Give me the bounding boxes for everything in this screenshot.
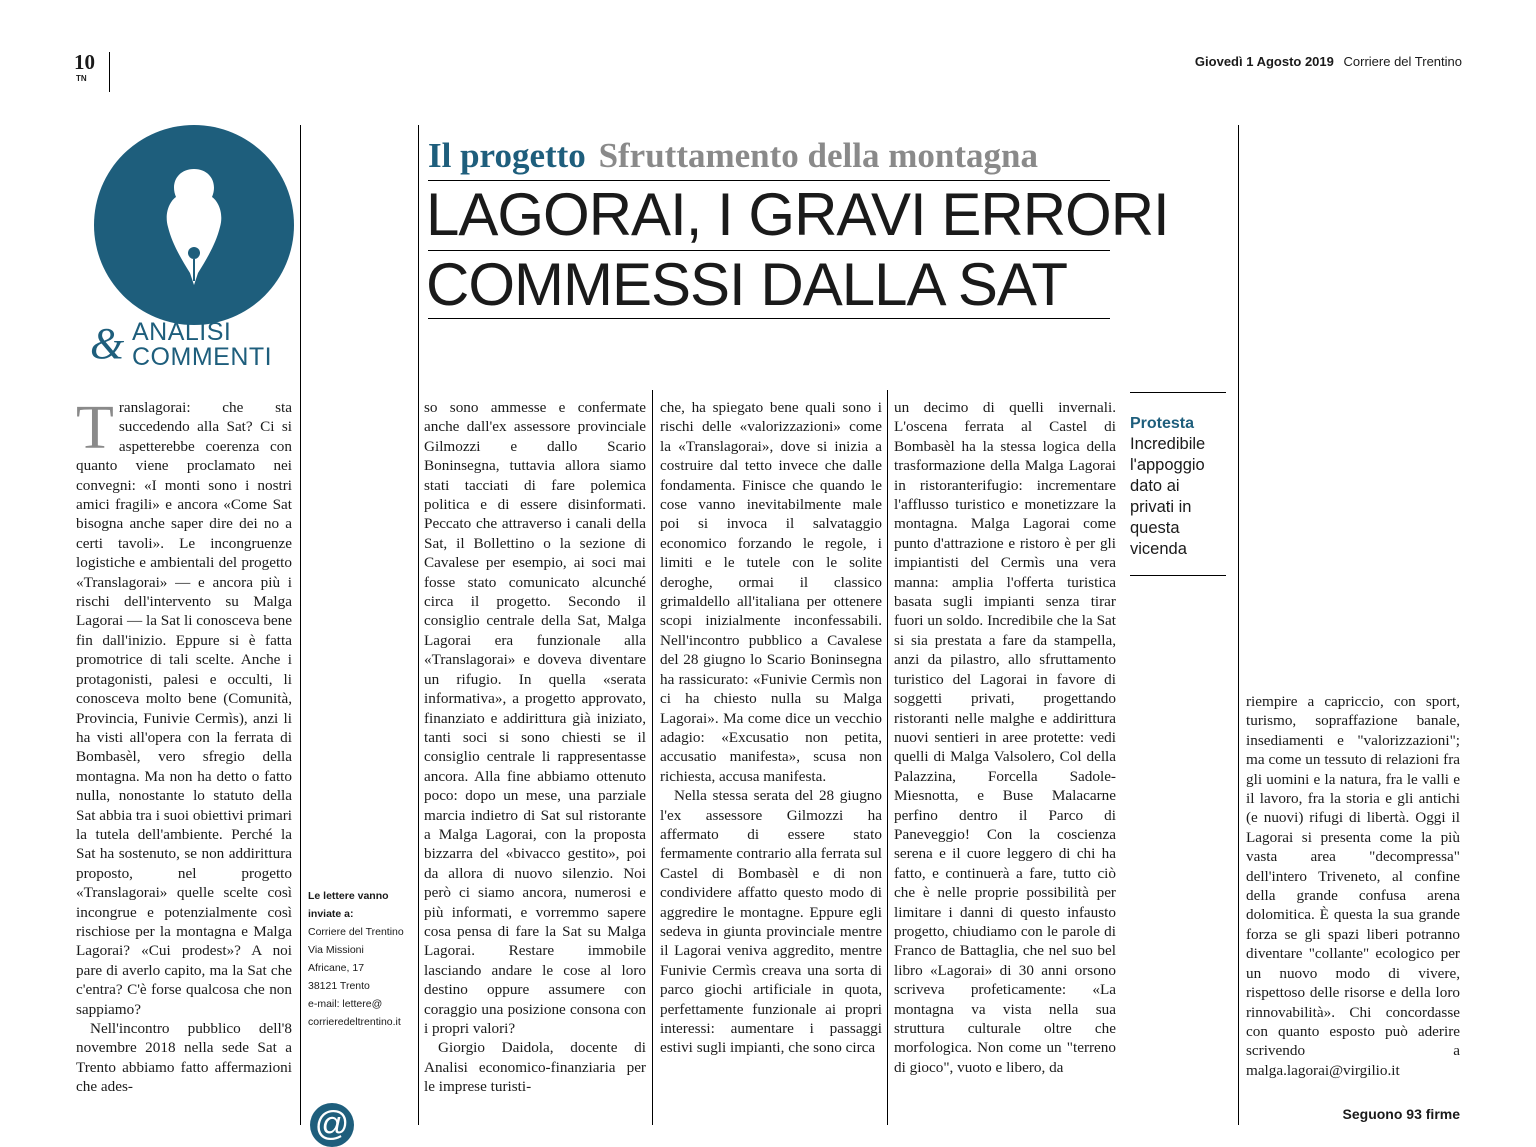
letters-box bbox=[308, 887, 412, 1031]
article-paragraph bbox=[76, 398, 292, 1019]
letters-address-line: 38121 Trento bbox=[308, 980, 370, 992]
edition-tag: TN bbox=[76, 74, 87, 83]
kicker-label: Il progetto bbox=[428, 136, 586, 175]
letters-email-line: corrieredeltrentino.it bbox=[308, 1016, 401, 1028]
pull-quote bbox=[1130, 414, 1226, 560]
article-column-2 bbox=[424, 398, 646, 1133]
article-paragraph: riempire a capriccio, con sport, turismo, sopraffazione banale, insediamenti e "valorizzazioni"; ma come un tessuto di relazioni fra gli uomini e la natura, fra le valli e il lavoro, fra la storia e gli antichi (e nuovi) rifugi di libertà. Oggi il Lagorai si presenta come la più vasta area "decompressa" dell'intero Triveneto, al confine della grande confusa arena dolomitica. È questa la sua grande forza se gli spazi liberi potranno diventare "collante" ecologico per un nuovo modo di vivere, rispettoso delle risorse e della loro rinnovabilità». Chi concordasse con quanto esposto può aderire scrivendo a malga.lagorai@virgilio.it bbox=[1246, 693, 1460, 1079]
newspaper-name: Corriere del Trentino bbox=[1343, 54, 1462, 69]
article-column-4 bbox=[894, 398, 1116, 1133]
at-symbol: @ bbox=[314, 1105, 350, 1143]
section-title-line2: COMMENTI bbox=[132, 343, 273, 371]
article-column-5 bbox=[1246, 692, 1460, 1092]
header-dateline bbox=[1195, 54, 1462, 69]
pull-quote-top-rule bbox=[1130, 392, 1226, 393]
pull-quote-bottom-rule bbox=[1130, 575, 1226, 576]
article-paragraph: so sono ammesse e confermate anche dall'ex assessore provinciale Gilmozzi e dallo Scario Boninsegna, tuttavia allora siamo stati tacciati di fare polemica politica e di essere disinformati. Peccato che attraverso i canali della Sat, il Bollettino o la sezione di Cavalese per esempio, ai soci mai fosse stato comunicato alcunché circa il progetto. Secondo il consiglio centrale della Sat, Malga Lagorai era funzionale alla «Translagorai» e doveva diventare un rifugio. In quella «serata informativa», a progetto approvato, finanziato e addirittura già iniziato, tanti soci si sono chiesti se il consiglio centrale li rappresentasse ancora. Alla fine abbiamo ottenuto poco: dopo un mese, una parziale marcia indietro di Sat sul ristorante a Malga Lagorai, con la proposta bizzarra del «bivacco gestito», poi da allora di nuovo silenzio. Noi però ci siamo ancora, numerosi e più informati, e vorremmo sapere cosa pensa di fare la Sat su Malga Lagorai. Restare immobile lasciando andare le cose al loro destino oppure assumere con coraggio una posizione consona con i propri valori? bbox=[424, 399, 646, 1037]
column-divider bbox=[652, 390, 653, 1125]
article-paragraph: un decimo di quelli invernali. L'oscena ferrata al Castel di Bombasèl ha la stessa logica della trasformazione della Malga Lagorai in ristoranterifugio: incrementare l'afflusso turistico e monetizzare la montagna. Malga Lagorai come punto d'attrazione e ristoro è per gli impiantisti del Cermìs una vera manna: amplia l'offerta turistica basata sugli impianti senza tirar fuori un soldo. Incredibile che la Sat si sia prestata a fare da stampella, anzi da pilastro, allo sfruttamento turistico del Lagorai in favore di soggetti privati, progettando ristoranti nelle malghe e addirittura nuovi sentieri in aree protette: vedi quelli di Malga Valsolero, Col della Palazzina, Forcella Sadole-Miesnotta, e Buse Malacarne perfino dentro il Parco di Paneveggio! Con la coscienza serena e il cuore leggero di chi ha fatto, e continuerà a fare, tutto ciò che è nelle proprie possibilità per limitare i danni di questo infausto progetto, chiudiamo con le parole di Franco de Battaglia, che nel suo bel libro «Lagorai» di 30 anni orsono scriveva profeticamente: «La montagna va vista nella sua struttura culturale oltre che morfologica. Non come un "terreno di gioco", vuoto e libero, da bbox=[894, 399, 1116, 1076]
letters-address-line: Africane, 17 bbox=[308, 962, 365, 974]
kicker-subtitle: Sfruttamento della montagna bbox=[598, 136, 1038, 175]
article-paragraph: Nella stessa serata del 28 giugno l'ex assessore Gilmozzi ha affermato di essere stato fermamente contrario alla ferrata sul Castel di Bombasèl e di non condividere affatto questo modo di aggredire le montagne. Eppure egli sedeva in giunta provinciale mentre il Lagorai veniva aggredito, mentre Funivie Cermìs creava una sorta di parco giochi artificiale in quota, perfettamente funzionale ai propri interessi: aumentare i passaggi estivi sugli impianti, che sono circa bbox=[660, 787, 882, 1057]
column-divider bbox=[418, 125, 419, 1125]
pen-nib-logo bbox=[94, 125, 294, 325]
letters-address-line: Via Missioni bbox=[308, 944, 364, 956]
article-column-3 bbox=[660, 398, 882, 1133]
drop-cap: T bbox=[76, 398, 114, 462]
column-divider bbox=[300, 125, 301, 1125]
article-kicker bbox=[428, 136, 1038, 176]
pull-quote-label: Protesta bbox=[1130, 415, 1195, 432]
issue-date: Giovedì 1 Agosto 2019 bbox=[1194, 54, 1334, 69]
article-paragraph: Nell'incontro pubblico dell'8 novembre 2018 nella sede Sat a Trento abbiamo fatto affermazioni che ades- bbox=[76, 1020, 292, 1096]
pull-quote-text: Incredibile l'appoggio dato ai privati in questa vicenda bbox=[1130, 435, 1206, 558]
headline-rule bbox=[428, 318, 1110, 319]
column-divider bbox=[887, 390, 888, 1125]
column-divider bbox=[1238, 125, 1239, 1125]
page-number: 10 bbox=[74, 50, 95, 74]
article-paragraph: Giorgio Daidola, docente di Analisi economico-finanziaria per le imprese turisti- bbox=[424, 1039, 646, 1096]
signatures-note: Seguono 93 firme bbox=[1342, 1106, 1460, 1122]
pen-nib-icon bbox=[94, 125, 294, 325]
article-paragraph: che, ha spiegato bene quali sono i rischi delle «valorizzazioni» come la «Translagorai», dove si inizia a costruire dal tetto invece che dalle fondamenta. Finisce che quando le cose vanno inevitabilmente male poi si invoca il salvataggio economico forzando le regole, i limiti e le tutele con le solite deroghe, ormai il classico grimaldello all'italiana per ottenere scopi inizialmente inconfessabili. Nell'incontro pubblico a Cavalese del 28 giugno lo Scario Boninsegna ha rassicurato: «Funivie Cermìs non ci ha chiesto nulla su Malga Lagorai». Ma come dice un vecchio adagio: «Excusatio non petita, accusatio manifesta», scusa non richiesta, accusa manifesta. bbox=[660, 399, 882, 785]
letters-address-line: Corriere del Trentino bbox=[308, 926, 404, 938]
headline-line-2: COMMESSI DALLA SAT bbox=[426, 251, 1068, 318]
section-ampersand: & bbox=[90, 319, 125, 368]
letters-box-title: Le lettere vanno inviate a: bbox=[308, 890, 389, 920]
letters-email-line: e-mail: lettere@ bbox=[308, 998, 383, 1010]
section-title-line1: ANALISI bbox=[132, 318, 232, 346]
header-divider bbox=[109, 52, 110, 92]
email-at-icon bbox=[310, 1103, 354, 1147]
article-column-1 bbox=[76, 398, 292, 1133]
headline-line-1: LAGORAI, I GRAVI ERRORI bbox=[426, 181, 1169, 248]
col1-text-a: ranslagorai: che sta succedendo alla Sat? Ci si aspetterebbe coerenza con quanto viene proclamato nei convegni: «I monti sono i nostri amici fragili» e ancora «Come Sat bisogna anche saper dire dei no a certi tavoli». Le incongruenze logistiche e ambientali del progetto «Translagorai» — e ancora più i rischi dell'intervento su Malga Lagorai — la Sat li conosceva bene fin dall'inizio. Eppure si è fatta promotrice di tali scelte. Anche i protagonisti, palesi e occulti, li conosceva molto bene (Comunità, Provincia, Funivie Cermìs), anzi li ha visti all'opera con la ferrata di Bombasèl, vero sfregio della montagna. Ma non ha detto o fatto nulla, nonostante lo statuto della Sat abbia tra i suoi obiettivi primari la tutela dell'ambiente. Perché la Sat ha sostenuto, se non addirittura proposto, nel progetto «Translagorai» quelle scelte così incongrue e potenzialmente così rischiose per la montagna e Malga Lagorai? «Cui prodest»? A noi pare di averlo capito, ma la Sat che c'entra? C'è forse qualcosa che non sappiamo? bbox=[76, 399, 292, 1018]
